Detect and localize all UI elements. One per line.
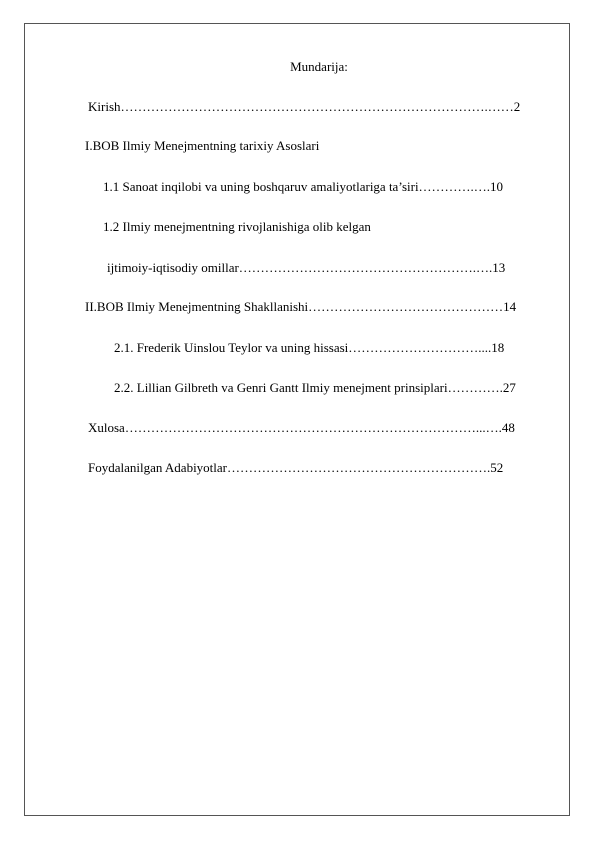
- toc-entry-adabiyotlar: Foydalanilgan Adabiyotlar…………………………………………………….52: [88, 460, 504, 475]
- toc-entry-kirish: Kirish………………………………………………………………………….……2: [88, 99, 521, 114]
- toc-title: Mundarija:: [290, 59, 348, 74]
- toc-entry-section-1-2: 1.2 Ilmiy menejmentning rivojlanishiga olib kelgan: [103, 219, 371, 234]
- toc-entry-chapter-1: I.BOB Ilmiy Menejmentning tarixiy Asoslari: [85, 138, 320, 153]
- toc-entry-section-1-1: 1.1 Sanoat inqilobi va uning boshqaruv amaliyotlariga ta’siri………….….10: [103, 179, 504, 194]
- toc-entry-section-2-2: 2.2. Lillian Gilbreth va Genri Gantt Ilmiy menejment prinsiplari………….27: [114, 380, 516, 395]
- toc-entry-section-2-1: 2.1. Frederik Uinslou Teylor va uning hissasi…………………………....18: [114, 340, 505, 355]
- toc-entry-chapter-2: II.BOB Ilmiy Menejmentning Shakllanishi………………………………………14: [85, 299, 517, 314]
- toc-entry-section-1-2-cont: ijtimoiy-iqtisodiy omillar……………………………………………….….13: [107, 260, 506, 275]
- toc-entry-xulosa: Xulosa………………………………………………………………………...….48: [88, 420, 515, 435]
